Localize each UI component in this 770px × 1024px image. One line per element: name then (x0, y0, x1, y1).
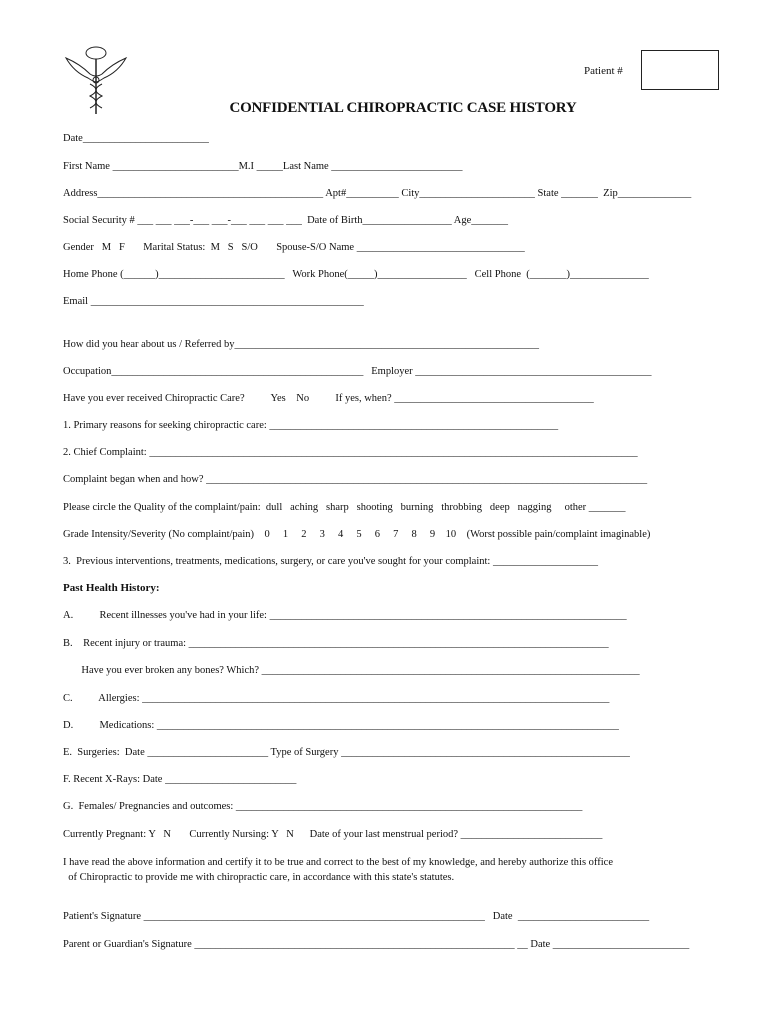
gender-marital-fields[interactable]: Gender M F Marital Status: M S S/O Spouse-S/O Name ________________________________ (63, 242, 525, 253)
prior-care-field[interactable]: Have you ever received Chiropractic Care? Yes No If yes, when? ______________________________________ (63, 393, 594, 404)
surgeries-field[interactable]: E. Surgeries: Date _______________________ Type of Surgery _______________________________________________________ (63, 747, 630, 758)
broken-bones-field[interactable]: Have you ever broken any bones? Which? ________________________________________________________________________ (63, 665, 640, 676)
pregnancy-nursing-fields[interactable]: Currently Pregnant: Y N Currently Nursing: Y N Date of your last menstrual period? ___________________________ (63, 829, 603, 840)
previous-interventions-field[interactable]: 3. Previous interventions, treatments, medications, surgery, or care you've sought for your complaint: ____________________ (63, 556, 598, 567)
medications-field[interactable]: D. Medications: ________________________________________________________________________________________ (63, 720, 619, 731)
allergies-field[interactable]: C. Allergies: _________________________________________________________________________________________ (63, 693, 610, 704)
occupation-employer-fields[interactable]: Occupation________________________________________________ Employer _____________________________________________ (63, 366, 652, 377)
chief-complaint-field[interactable]: 2. Chief Complaint: _____________________________________________________________________________________________ (63, 447, 638, 458)
certification-text-2: of Chiropractic to provide me with chiropractic care, in accordance with this state's statutes. (63, 872, 455, 883)
pain-quality-options[interactable]: Please circle the Quality of the complaint/pain: dull aching sharp shooting burning throbbing deep nagging other _______ (63, 502, 626, 513)
illnesses-field[interactable]: A. Recent illnesses you've had in your life: ____________________________________________________________________ (63, 610, 627, 621)
address-fields[interactable]: Address___________________________________________ Apt#__________ City______________________ State _______ Zip______________ (63, 188, 692, 199)
pregnancies-field[interactable]: G. Females/ Pregnancies and outcomes: __________________________________________________________________ (63, 801, 583, 812)
primary-reason-field[interactable]: 1. Primary reasons for seeking chiropractic care: _______________________________________________________ (63, 420, 559, 431)
injury-field[interactable]: B. Recent injury or trauma: ________________________________________________________________________________ (63, 638, 609, 649)
name-fields[interactable]: First Name ________________________M.I _____Last Name _________________________ (63, 161, 463, 172)
past-health-heading: Past Health History: (63, 582, 160, 594)
page-title: CONFIDENTIAL CHIROPRACTIC CASE HISTORY (229, 100, 577, 116)
complaint-began-field[interactable]: Complaint began when and how? ____________________________________________________________________________________ (63, 474, 648, 485)
date-field[interactable]: Date________________________ (63, 133, 209, 144)
patient-number-field[interactable] (641, 50, 719, 90)
certification-text-1: I have read the above information and certify it to be true and correct to the best of my knowledge, and hereby authorize this office (63, 857, 613, 868)
guardian-signature-field[interactable]: Parent or Guardian's Signature _____________________________________________________________ __ Date __________________________ (63, 939, 690, 950)
xrays-field[interactable]: F. Recent X-Rays: Date _________________________ (63, 774, 297, 785)
ssn-dob-fields[interactable]: Social Security # ___ ___ ___-___ ___-___ ___ ___ ___ Date of Birth_________________ Age_______ (63, 215, 509, 226)
referred-by-field[interactable]: How did you hear about us / Referred by__________________________________________________________ (63, 339, 539, 350)
patient-signature-field[interactable]: Patient's Signature _________________________________________________________________ Date _________________________ (63, 911, 650, 922)
email-field[interactable]: Email ____________________________________________________ (63, 296, 364, 307)
patient-number-label: Patient # (584, 65, 623, 77)
phone-fields[interactable]: Home Phone (______)________________________ Work Phone(_____)_________________ Cell Phone (_______)_______________ (63, 269, 649, 280)
pain-intensity-scale[interactable]: Grade Intensity/Severity (No complaint/pain) 0 1 2 3 4 5 6 7 8 9 10 (Worst possible pain/complaint imaginable) (63, 529, 651, 540)
